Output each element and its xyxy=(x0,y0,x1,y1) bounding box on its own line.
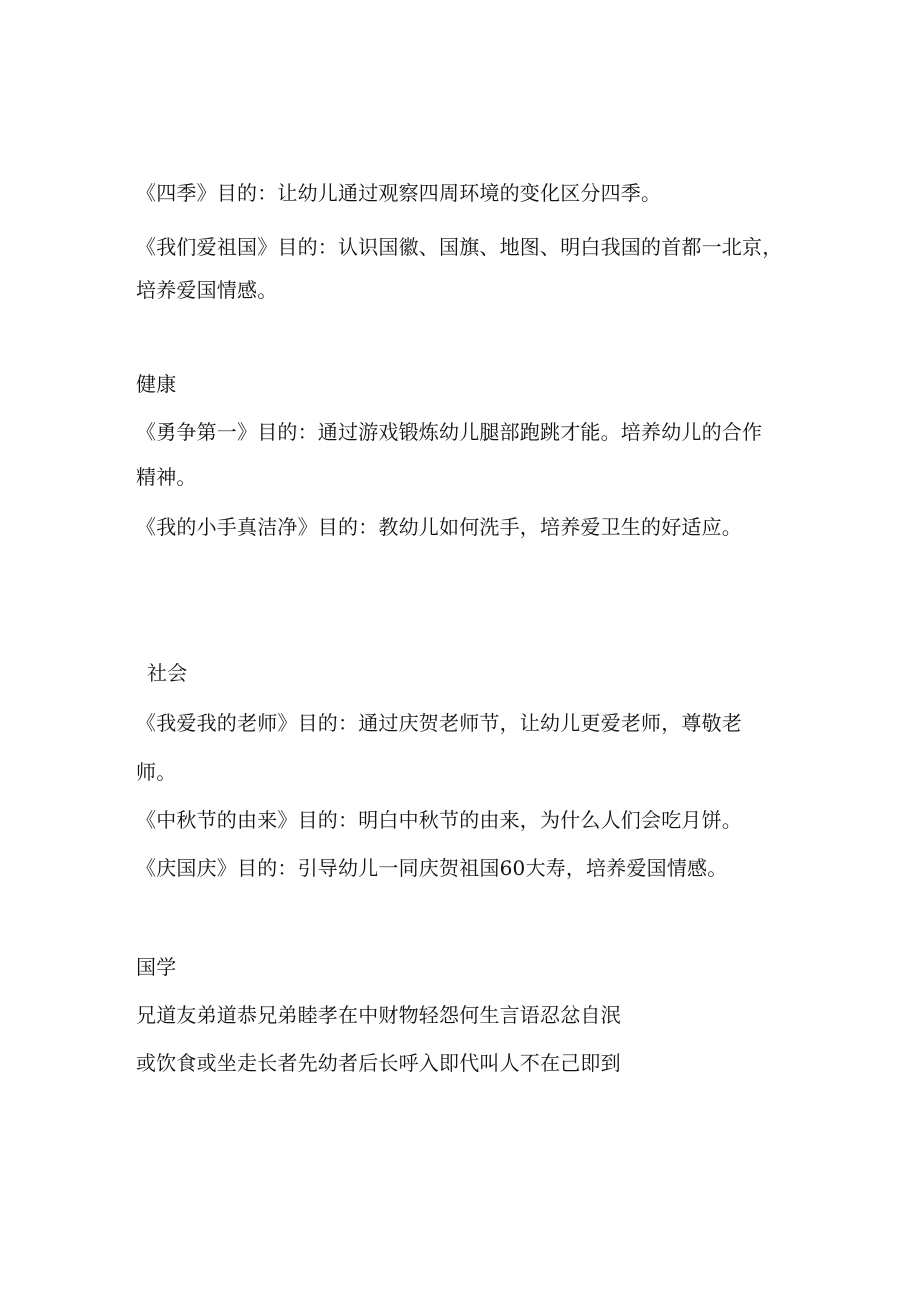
section-heading-society: 社会 xyxy=(147,661,188,685)
guoxue-verse-1: 兄道友弟道恭兄弟睦孝在中财物轻怨何生言语忍忿自泯 xyxy=(136,1003,621,1027)
guoxue-verse-2: 或饮食或坐走长者先幼者后长呼入即代叫人不在己即到 xyxy=(136,1051,621,1075)
activity-national-day: 《庆国庆》目的：引导幼儿一同庆贺祖国60大寿，培养爱国情感。 xyxy=(136,856,728,880)
section-heading-guoxue: 国学 xyxy=(136,955,177,979)
activity-love-teacher: 《我爱我的老师》目的：通过庆贺老师节，让幼儿更爱老师，尊敬老 xyxy=(136,711,742,735)
activity-love-motherland: 《我们爱祖国》目的：认识国徽、国旗、地图、明白我国的首都一北京， xyxy=(136,235,783,259)
activity-strive-first: 《勇争第一》目的：通过游戏锻炼幼儿腿部跑跳才能。培养幼儿的合作 xyxy=(136,420,763,444)
activity-love-motherland-cont: 培养爱国情感。 xyxy=(136,278,278,302)
activity-mid-autumn: 《中秋节的由来》目的：明白中秋节的由来，为什么人们会吃月饼。 xyxy=(136,808,742,832)
activity-love-teacher-cont: 师。 xyxy=(136,760,177,784)
activity-four-seasons: 《四季》目的：让幼儿通过观察四周环境的变化区分四季。 xyxy=(136,181,662,205)
section-heading-health: 健康 xyxy=(136,372,177,396)
activity-clean-hands: 《我的小手真洁净》目的：教幼儿如何洗手，培养爱卫生的好适应。 xyxy=(136,515,742,539)
activity-strive-first-cont: 精神。 xyxy=(136,465,197,489)
